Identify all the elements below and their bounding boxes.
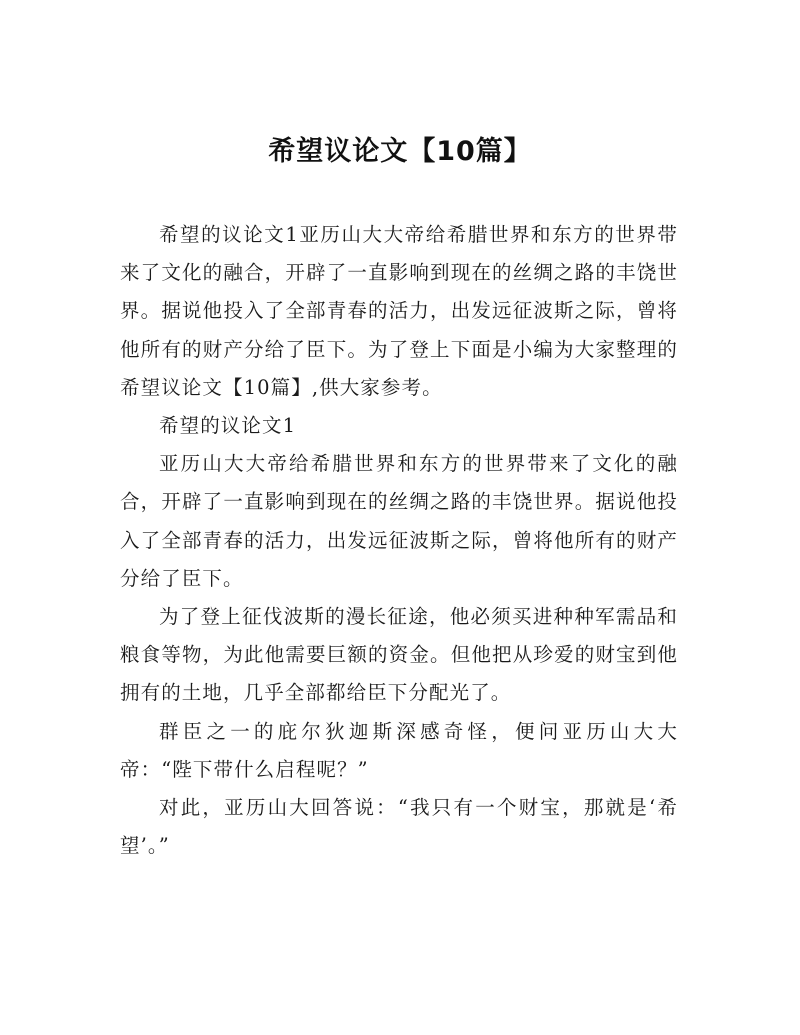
paragraph: 对此，亚历山大回答说：“我只有一个财宝，那就是‘希望’。”	[120, 796, 678, 858]
paragraph-intro: 希望的议论文1亚历山大大帝给希腊世界和东方的世界带来了文化的融合，开辟了一直影响到现在的丝绸之路的丰饶世界。据说他投入了全部青春的活力，出发远征波斯之际，曾将他所有的财产分给了臣下。为了登上下面是小编为大家整理的希望议论文【10篇】,供大家参考。	[120, 223, 678, 399]
document-body	[120, 216, 678, 865]
paragraph: 亚历山大大帝给希腊世界和东方的世界带来了文化的融合，开辟了一直影响到现在的丝绸之路的丰饶世界。据说他投入了全部青春的活力，出发远征波斯之际，曾将他所有的财产分给了臣下。	[120, 452, 678, 590]
paragraph: 群臣之一的庇尔狄迦斯深感奇怪，便问亚历山大大帝：“陛下带什么启程呢？”	[120, 719, 678, 781]
document-title: 希望议论文【10篇】	[268, 136, 532, 167]
paragraph-heading: 希望的议论文1	[159, 414, 297, 438]
paragraph: 为了登上征伐波斯的漫长征途，他必须买进种种军需品和粮食等物，为此他需要巨额的资金。但他把从珍爱的财宝到他拥有的土地，几乎全部都给臣下分配光了。	[120, 605, 678, 705]
